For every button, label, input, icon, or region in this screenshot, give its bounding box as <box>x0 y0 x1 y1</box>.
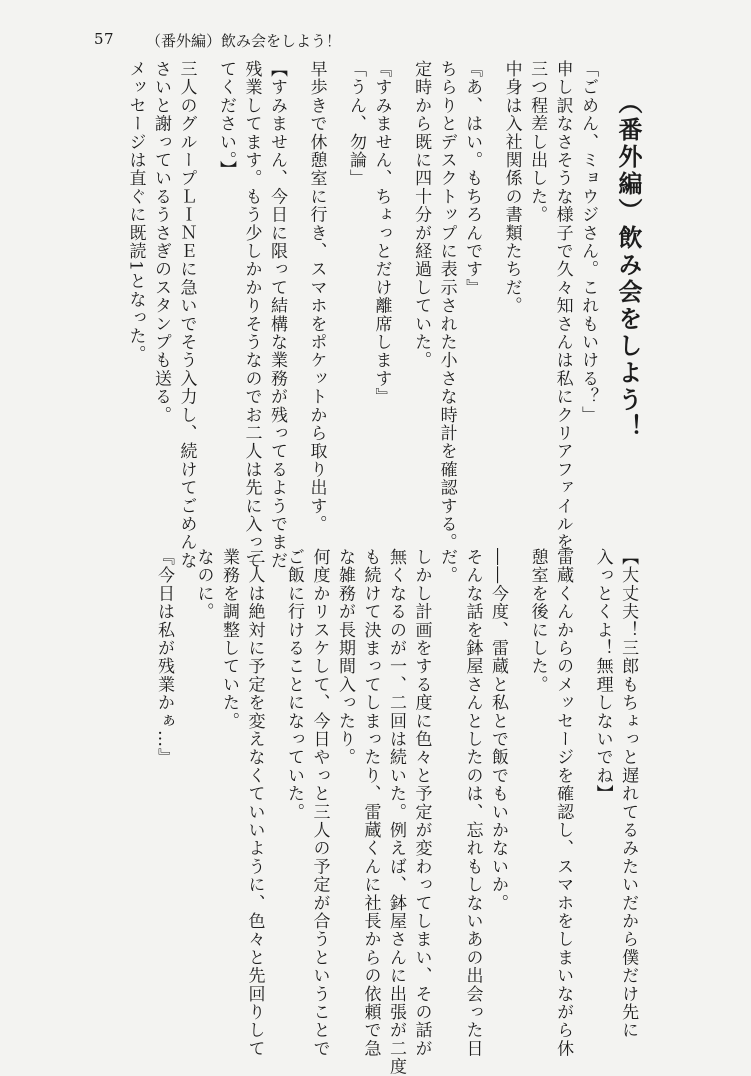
text-column: 『今日は私が残業かぁ…』 <box>153 548 174 767</box>
text-column: 中身は入社関係の書類たちだ。 <box>501 60 522 315</box>
text-column: なのに。 <box>193 548 214 621</box>
text-column: 【大丈夫！三郎もちょっと遅れてるみたいだから僕だけ先に <box>618 548 639 1040</box>
text-column: 早歩きで休憩室に行き、スマホをポケットから取り出す。 <box>306 60 327 534</box>
text-column: 『すみません、ちょっとだけ離席します』 <box>371 60 392 406</box>
text-column: 入っとくよ！無理しないでね】 <box>592 548 613 803</box>
text-column: 無くなるのが一、二回は続いた。例えば、鉢屋さんに出張が二度 <box>386 548 407 1076</box>
text-column: 憩室を後にした。 <box>527 548 548 694</box>
text-column: 何度かリスケして、今日やっと三人の予定が合うということで <box>309 548 330 1058</box>
text-column: 『あ、はい。もちろんです』 <box>462 60 483 297</box>
text-column: ご飯に行けることになっていた。 <box>284 548 305 821</box>
text-column: メッセージは直ぐに既読1となった。 <box>125 60 146 364</box>
text-column: も続けて決まってしまったり、雷蔵くんに社長からの依頼で急 <box>360 548 381 1058</box>
text-column: 二人は絶対に予定を変えなくていいように、色々と先回りして <box>244 548 265 1058</box>
page-number: 57 <box>94 30 115 48</box>
chapter-title: （番外編）飲み会をしよう！ <box>614 90 643 441</box>
text-column: 定時から既に四十分が経過していた。 <box>411 60 432 370</box>
text-column: 申し訳なさそうな様子で久々知さんは私にクリアファイルを <box>552 60 573 552</box>
text-column: 【すみません、今日に限って結構な業務が残ってるようでまだ <box>266 60 287 570</box>
text-column: ――今度、雷蔵と私とで飯でもいかないか。 <box>488 548 509 912</box>
text-column: ちらりとデスクトップに表示された小さな時計を確認する。 <box>436 60 457 552</box>
text-column: しかし計画をする度に色々と予定が変わってしまい、その話が <box>411 548 432 1058</box>
text-column: 残業してます。もう少しかかりそうなのでお二人は先に入って <box>241 60 262 570</box>
text-column: 業務を調整していた。 <box>219 548 240 730</box>
text-column: てください。】 <box>215 60 236 179</box>
running-head: （番外編）飲み会をしよう！ <box>146 32 342 50</box>
text-column: 三人のグループＬＩＮＥに急いでそう入力し、続けてごめんな <box>176 60 197 570</box>
text-column: 三つ程差し出した。 <box>527 60 548 224</box>
text-column: 「ごめん、ミョウジさん。これもいける？」 <box>578 60 599 424</box>
text-column: さいと謝っているうさぎのスタンプも送る。 <box>150 60 171 424</box>
text-column: 「うん、勿論」 <box>346 60 367 188</box>
text-column: だ。 <box>437 548 458 585</box>
text-column: そんな話を鉢屋さんとしたのは、忘れもしないあの出会った日 <box>462 548 483 1058</box>
text-column: 雷蔵くんからのメッセージを確認し、スマホをしまいながら休 <box>553 548 574 1058</box>
text-column: な雑務が長期間入ったり。 <box>335 548 356 767</box>
